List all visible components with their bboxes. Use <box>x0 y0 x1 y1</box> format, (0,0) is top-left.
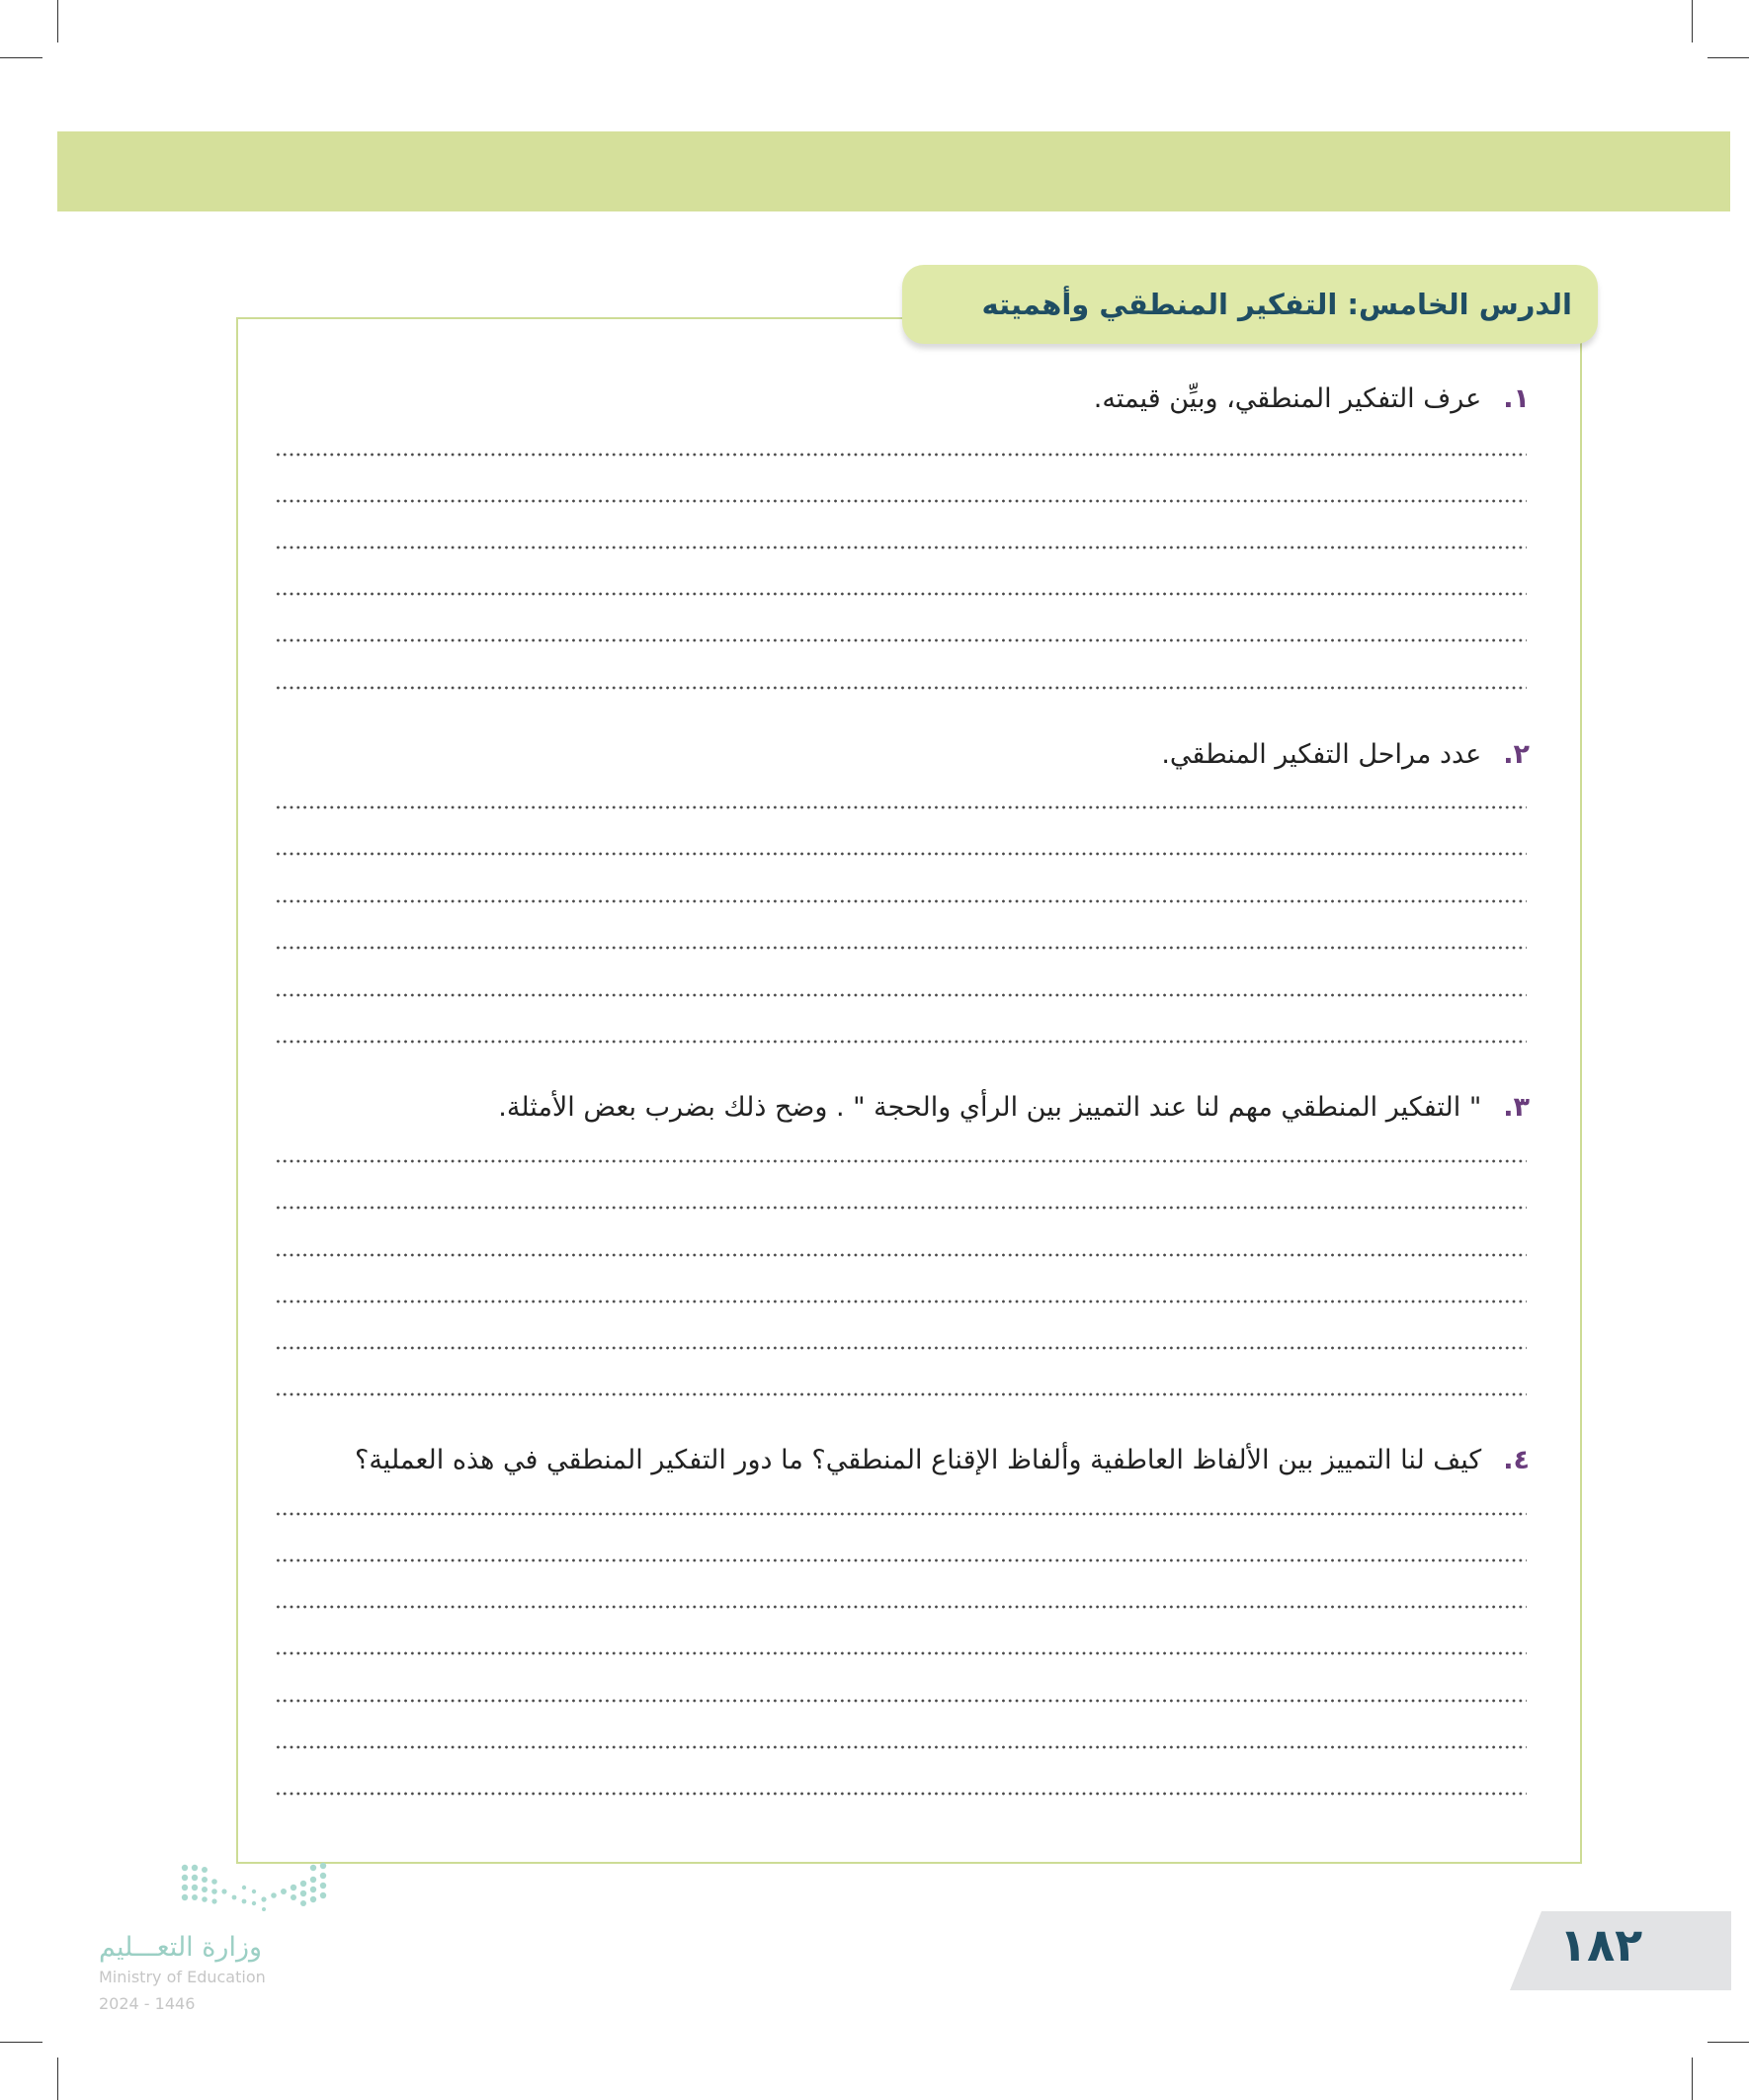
answer-line[interactable] <box>275 1558 1527 1562</box>
crop-mark <box>0 57 42 58</box>
crop-mark <box>1707 2042 1749 2043</box>
question-text: " التفكير المنطقي مهم لنا عند التمييز بين الرأي والحجة " . وضح ذلك بضرب بعض الأمثلة. <box>498 1092 1482 1123</box>
ministry-name-en: Ministry of Education <box>99 1968 266 1986</box>
answer-line[interactable] <box>275 592 1527 596</box>
crop-mark <box>57 2058 58 2100</box>
question-text: كيف لنا التمييز بين الألفاظ العاطفية وألفاظ الإقناع المنطقي؟ ما دور التفكير المنطقي في هذه العملية؟ <box>355 1445 1482 1475</box>
answer-line[interactable] <box>275 1159 1527 1163</box>
crop-mark <box>1692 0 1693 42</box>
lesson-title: الدرس الخامس: التفكير المنطقي وأهميته <box>981 288 1572 321</box>
answer-line[interactable] <box>275 1300 1527 1303</box>
page-number: ١٨٢ <box>1559 1918 1643 1972</box>
answer-line[interactable] <box>275 1745 1527 1749</box>
question-number: ١. <box>1503 383 1530 414</box>
answer-line[interactable] <box>275 899 1527 903</box>
question-1 <box>1094 383 1530 414</box>
answer-line[interactable] <box>275 1346 1527 1350</box>
question-number: ٢. <box>1503 739 1530 770</box>
crop-mark <box>1707 57 1749 58</box>
answer-line[interactable] <box>275 1512 1527 1516</box>
answer-line[interactable] <box>275 1392 1527 1396</box>
edition-year: 2024 - 1446 <box>99 1994 196 2013</box>
answer-line[interactable] <box>275 1792 1527 1796</box>
answer-line[interactable] <box>275 499 1527 503</box>
answer-line[interactable] <box>275 993 1527 997</box>
ministry-name-ar: وزارة التعـــليم <box>99 1932 263 1963</box>
answer-line[interactable] <box>275 852 1527 856</box>
header-band <box>57 131 1730 211</box>
answer-line[interactable] <box>275 1605 1527 1609</box>
question-number: ٤. <box>1503 1445 1530 1475</box>
answer-line[interactable] <box>275 546 1527 549</box>
crop-mark <box>1692 2058 1693 2100</box>
answer-line[interactable] <box>275 638 1527 642</box>
answer-line[interactable] <box>275 1206 1527 1210</box>
answer-line[interactable] <box>275 805 1527 809</box>
answer-line[interactable] <box>275 686 1527 690</box>
answer-line[interactable] <box>275 1699 1527 1703</box>
question-text: عرف التفكير المنطقي، وبيِّن قيمته. <box>1093 383 1482 414</box>
question-3 <box>498 1092 1530 1123</box>
answer-line[interactable] <box>275 1040 1527 1044</box>
question-2 <box>1161 739 1530 770</box>
answer-line[interactable] <box>275 946 1527 950</box>
answer-line[interactable] <box>275 1253 1527 1257</box>
question-text: عدد مراحل التفكير المنطقي. <box>1161 739 1482 770</box>
question-number: ٣. <box>1503 1092 1530 1123</box>
crop-mark <box>57 0 58 42</box>
crop-mark <box>0 2042 42 2043</box>
lesson-title-tab <box>902 265 1598 344</box>
answer-line[interactable] <box>275 453 1527 457</box>
question-4 <box>355 1445 1530 1475</box>
answer-line[interactable] <box>275 1651 1527 1655</box>
